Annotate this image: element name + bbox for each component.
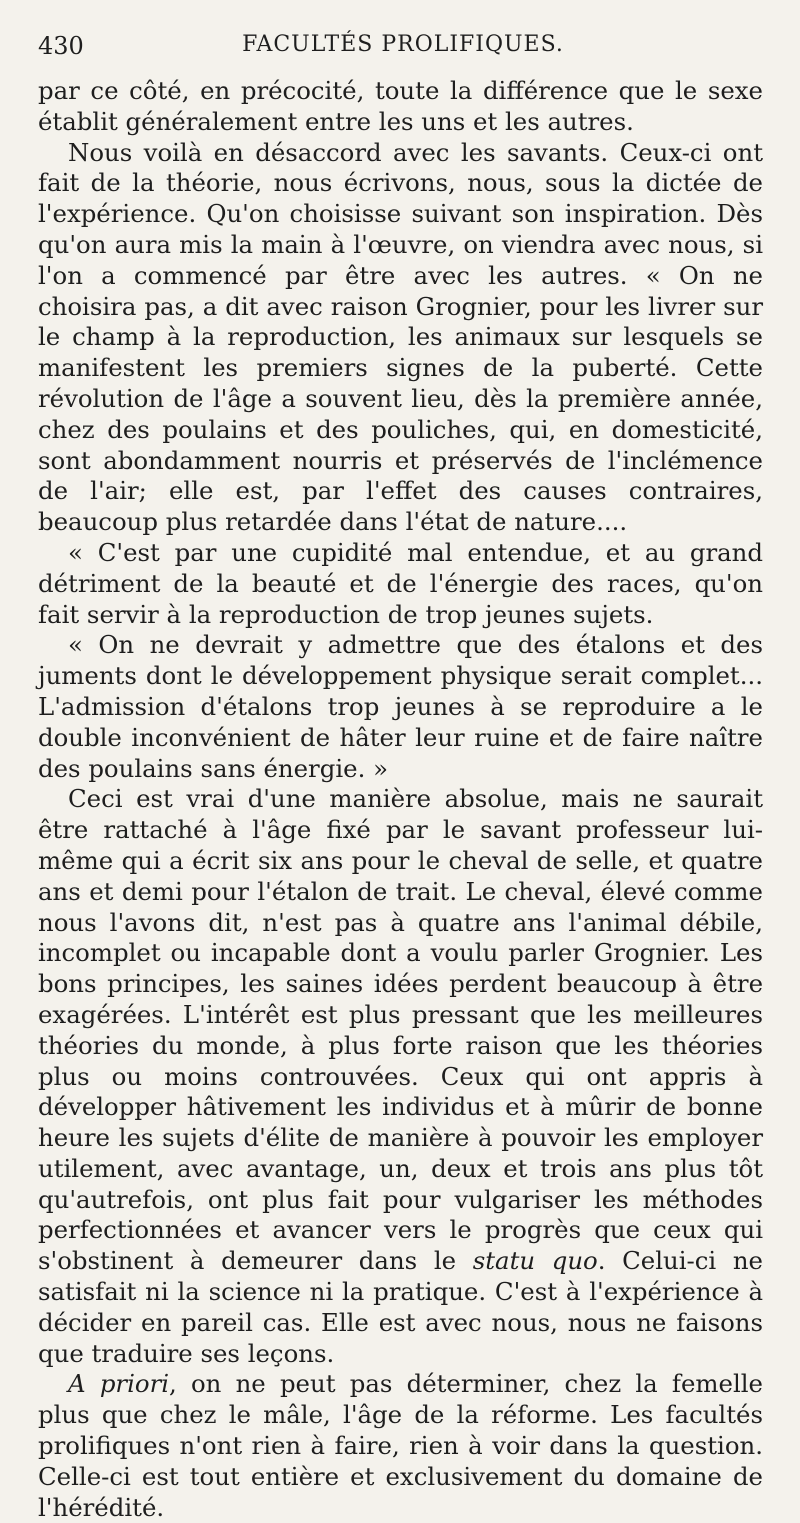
- paragraph-savants: Nous voilà en désaccord avec les savants. Ceux-ci ont fait de la théorie, nous écrivons, nous, sous la dictée de l'expérience. Qu'on choisisse suivant son inspiration. Dès qu'on aura mis la main à l'œuvre, on viendra avec nous, si l'on a commencé par être avec les autres. « On ne choisira pas, a dit avec raison Grognier, pour les livrer sur le champ à la reproduction, les animaux sur lesquels se manifestent les premiers signes de la puberté. Cette révolution de l'âge a souvent lieu, dès la première année, chez des poulains et des pouliches, qui, en domesticité, sont abondamment nourris et préservés de l'inclémence de l'air; elle est, par l'effet des causes contraires, beaucoup plus retardée dans l'état de nature....: [38, 137, 763, 537]
- paragraph-quote-cupidite: « C'est par une cupidité mal entendue, et au grand détriment de la beauté et de l'énergie des races, qu'on fait servir à la reproduction de trop jeunes sujets.: [38, 537, 763, 629]
- body-text: [38, 76, 763, 1523]
- paragraph-ceci-est-vrai: [38, 784, 763, 1369]
- italic-phrase: statu quo: [472, 1246, 598, 1276]
- paragraph-text-before: Ceci est vrai d'une manière absolue, mais ne saurait être rattaché à l'âge fixé par le savant professeur lui-même qui a écrit six ans pour le cheval de selle, et quatre ans et demi pour l'étalon de trait. Le cheval, élevé comme nous l'avons dit, n'est pas à quatre ans l'animal débile, incomplet ou incapable dont a voulu parler Grognier. Les bons principes, les saines idées perdent beaucoup à être exagérées. L'intérêt est plus pressant que les meilleures théories du monde, à plus forte raison que les théories plus ou moins controuvées. Ceux qui ont appris à développer hâtivement les individus et à mûrir de bonne heure les sujets d'élite de manière à pouvoir les employer utilement, avec avantage, un, deux et trois ans plus tôt qu'autrefois, ont plus fait pour vulgariser les méthodes perfectionnées et avancer vers le progrès que ceux qui s'obstinent à demeurer dans le: [38, 784, 763, 1276]
- paragraph-text-after: , on ne peut pas déterminer, chez la femelle plus que chez le mâle, l'âge de la réforme. Les facultés prolifiques n'ont rien à faire, rien à voir dans la question. Celle-ci est tout entière et exclusivement du domaine de l'hérédité.: [38, 1369, 763, 1522]
- paragraph-continued: par ce côté, en précocité, toute la différence que le sexe établit généralement entre les uns et les autres.: [38, 76, 763, 136]
- paragraph-text-after: . Celui-ci ne satisfait ni la science ni la pratique. C'est à l'expérience à décider en pareil cas. Elle est avec nous, nous ne faisons que traduire ses leçons.: [38, 1246, 763, 1368]
- paragraph-quote-etalons: « On ne devrait y admettre que des étalons et des juments dont le développement physique serait complet... L'admission d'étalons trop jeunes à se reproduire a le double inconvénient de hâter leur ruine et de faire naître des poulains sans énergie. »: [38, 630, 763, 783]
- italic-phrase: A priori: [68, 1369, 170, 1399]
- page-header: [38, 30, 768, 64]
- running-title: FACULTÉS PROLIFIQUES.: [242, 32, 564, 57]
- page-number: 430: [38, 32, 84, 60]
- paragraph-a-priori: [38, 1369, 763, 1523]
